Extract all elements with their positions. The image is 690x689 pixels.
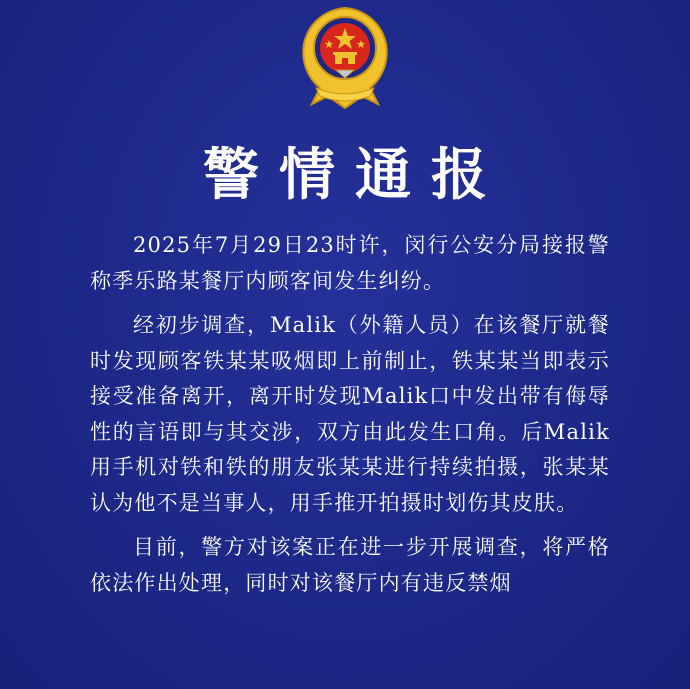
police-emblem-icon — [296, 4, 394, 112]
paragraph-3: 目前，警方对该案正在进一步开展调查，将严格依法作出处理，同时对该餐厅内有违反禁烟 — [90, 535, 610, 595]
notice-body — [90, 228, 610, 610]
paragraph-2: 经初步调查，Malik（外籍人员）在该餐厅就餐时发现顾客铁某某吸烟即上前制止，铁某某当即表示接受准备离开，离开时发现Malik口中发出带有侮辱性的言语即与其交涉，双方由此发生口角。后Malik用手机对铁和铁的朋友张某某进行持续拍摄，张某某认为他不是当事人，用手推开拍摄时划伤其皮肤。 — [90, 313, 610, 515]
paragraph-1: 2025年7月29日23时许，闵行公安分局接报警称季乐路某餐厅内顾客间发生纠纷。 — [90, 233, 610, 293]
page-title: 警情通报 — [203, 143, 507, 208]
